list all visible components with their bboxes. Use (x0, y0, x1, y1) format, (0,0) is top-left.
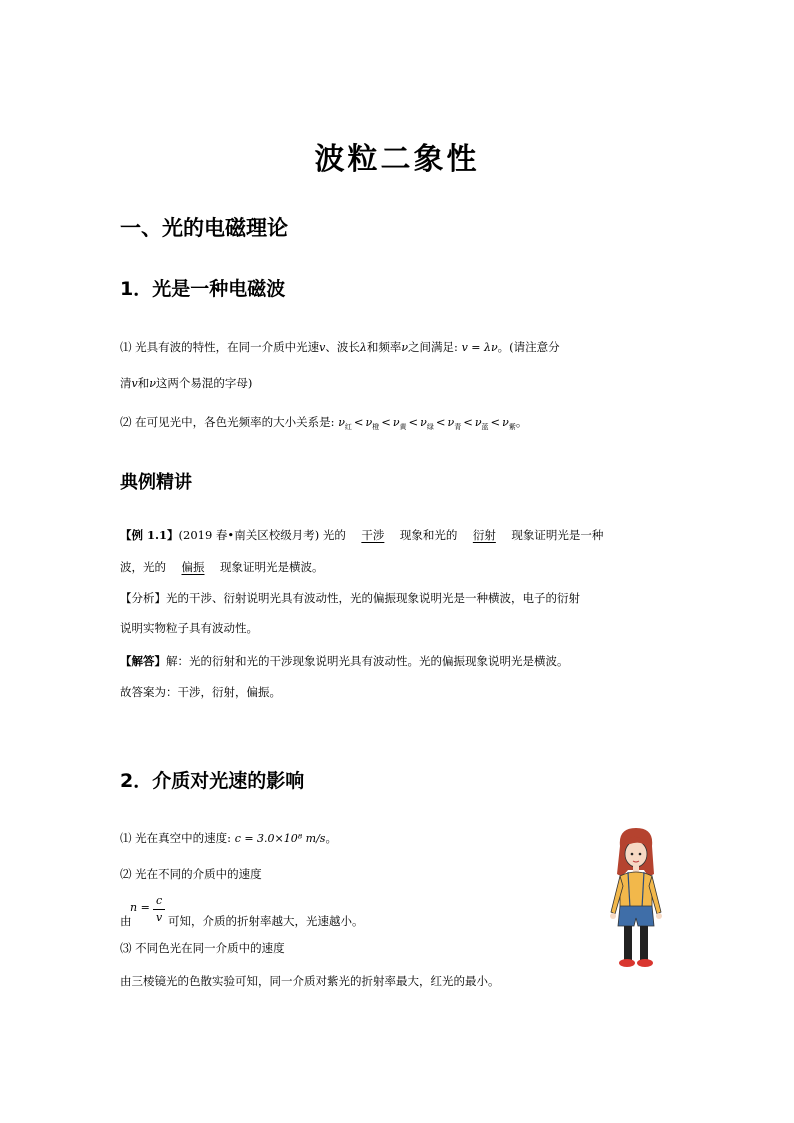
item-text: 不同色光在同一介质中的速度 (135, 941, 285, 955)
item-text: 和 (137, 376, 150, 390)
less-than-sign: < (490, 415, 501, 429)
analysis-tag: 【分析】 (120, 591, 166, 605)
analysis-line-2: 说明实物粒子具有波动性。 (120, 621, 258, 635)
less-than-sign: < (435, 415, 446, 429)
fraction-denominator: v (156, 911, 163, 924)
item-text: 。 (325, 831, 337, 845)
subsection-heading-2: 2．介质对光速的影响 (120, 770, 305, 792)
item-1-line-1 (120, 339, 560, 356)
item-text: 。(请注意分 (497, 340, 560, 354)
frequency-symbol: ν (338, 416, 345, 429)
example-heading: 典例精讲 (120, 472, 192, 493)
answer-text: 解：光的衍射和光的干涉现象说明光具有波动性。光的偏振现象说明光是横波。 (166, 654, 569, 668)
example-line-2 (120, 559, 324, 575)
less-than-sign: < (463, 415, 473, 429)
frequency-symbol: ν (502, 416, 509, 429)
item-number: ⑴ (120, 340, 132, 354)
symbol-nu: ν (401, 341, 409, 354)
answer-tag: 【解答】 (120, 654, 166, 668)
section-heading-1: 一、光的电磁理论 (120, 215, 288, 240)
item-text: 光在不同的介质中的速度 (135, 867, 262, 881)
symbol-v: v (319, 341, 326, 354)
frequency-symbol: ν (365, 416, 373, 429)
answer-blank-3: 偏振 (181, 560, 205, 574)
item-4-heading (120, 866, 262, 882)
item-5-line: 由三棱镜光的色散实验可知，同一介质对紫光的折射率最大，红光的最小。 (120, 974, 500, 988)
less-than-sign: < (381, 415, 391, 429)
frequency-symbol: ν (420, 416, 427, 429)
example-tag: 【例 1.1】 (120, 528, 179, 542)
symbol-lambda: λ (359, 341, 367, 354)
formula-wave-speed: v = λν (461, 341, 498, 354)
item-text: 这两个易混的字母) (155, 376, 253, 390)
item-number: ⑵ (120, 415, 132, 429)
item-text: 现象证明光是横波。 (220, 560, 324, 574)
frequency-subscript: 紫 (508, 423, 516, 431)
formula-n-lhs: n = (130, 901, 150, 914)
frequency-subscript: 黄 (399, 423, 407, 431)
frequency-subscript: 绿 (426, 423, 434, 431)
frequency-symbol: ν (474, 416, 482, 429)
item-text: 、波长 (325, 340, 360, 354)
frequency-subscript: 红 (344, 423, 352, 431)
frequency-subscript: 青 (454, 423, 462, 431)
analysis-text: 光的干涉、衍射说明光具有波动性，光的偏振现象说明光是一种横波，电子的衍射 (166, 591, 580, 605)
page-title: 波粒二象性 (314, 142, 480, 177)
item-text: 光的 (322, 528, 346, 542)
less-than-sign: < (408, 415, 419, 429)
item-text: 现象和光的 (399, 528, 458, 542)
item-2 (120, 414, 527, 435)
item-text: 光在真空中的速度: (135, 831, 232, 845)
item-3 (120, 830, 337, 847)
item-text: 由 (120, 914, 132, 928)
answer-blank-1: 干涉 (361, 528, 385, 542)
subsection-heading-1: 1．光是一种电磁波 (120, 278, 286, 300)
symbol-nu: ν (149, 377, 156, 390)
item-text: 光具有波的特性，在同一介质中光速 (135, 340, 320, 354)
item-text: 现象证明光是一种 (511, 528, 604, 542)
answer-blank-2: 衍射 (472, 528, 496, 542)
frequency-symbol: ν (392, 416, 400, 429)
item-5-heading (120, 940, 285, 956)
answer-line-1 (120, 653, 569, 669)
item-text: 。 (515, 415, 528, 429)
item-number: ⑶ (120, 941, 132, 955)
cartoon-girl-figure (600, 826, 672, 972)
frequency-order-formula (338, 415, 516, 429)
item-number: ⑴ (120, 831, 132, 845)
example-source: (2019 春•南关区校级月考) (178, 528, 320, 542)
item-1-line-2 (120, 375, 252, 392)
answer-line-2: 故答案为：干涉，衍射，偏振。 (120, 685, 281, 699)
frequency-subscript: 橙 (372, 423, 380, 431)
item-text: 清 (120, 376, 132, 390)
item-text: 之间满足: (408, 340, 458, 354)
item-text: 和频率 (366, 340, 402, 354)
item-text: 波，光的 (120, 560, 166, 574)
item-text: 在可见光中，各色光频率的大小关系是: (135, 415, 335, 429)
item-text: 可知，介质的折射率越大，光速越小。 (168, 914, 364, 928)
less-than-sign: < (353, 415, 364, 429)
item-number: ⑵ (120, 867, 132, 881)
symbol-v: v (131, 377, 138, 390)
frequency-subscript: 蓝 (481, 423, 489, 431)
frequency-symbol: ν (447, 416, 455, 429)
analysis-line-1 (120, 590, 580, 606)
fraction-numerator: c (156, 894, 163, 907)
formula-light-speed: c = 3.0×10⁸ m/s (234, 832, 326, 845)
example-line-1 (120, 527, 603, 543)
